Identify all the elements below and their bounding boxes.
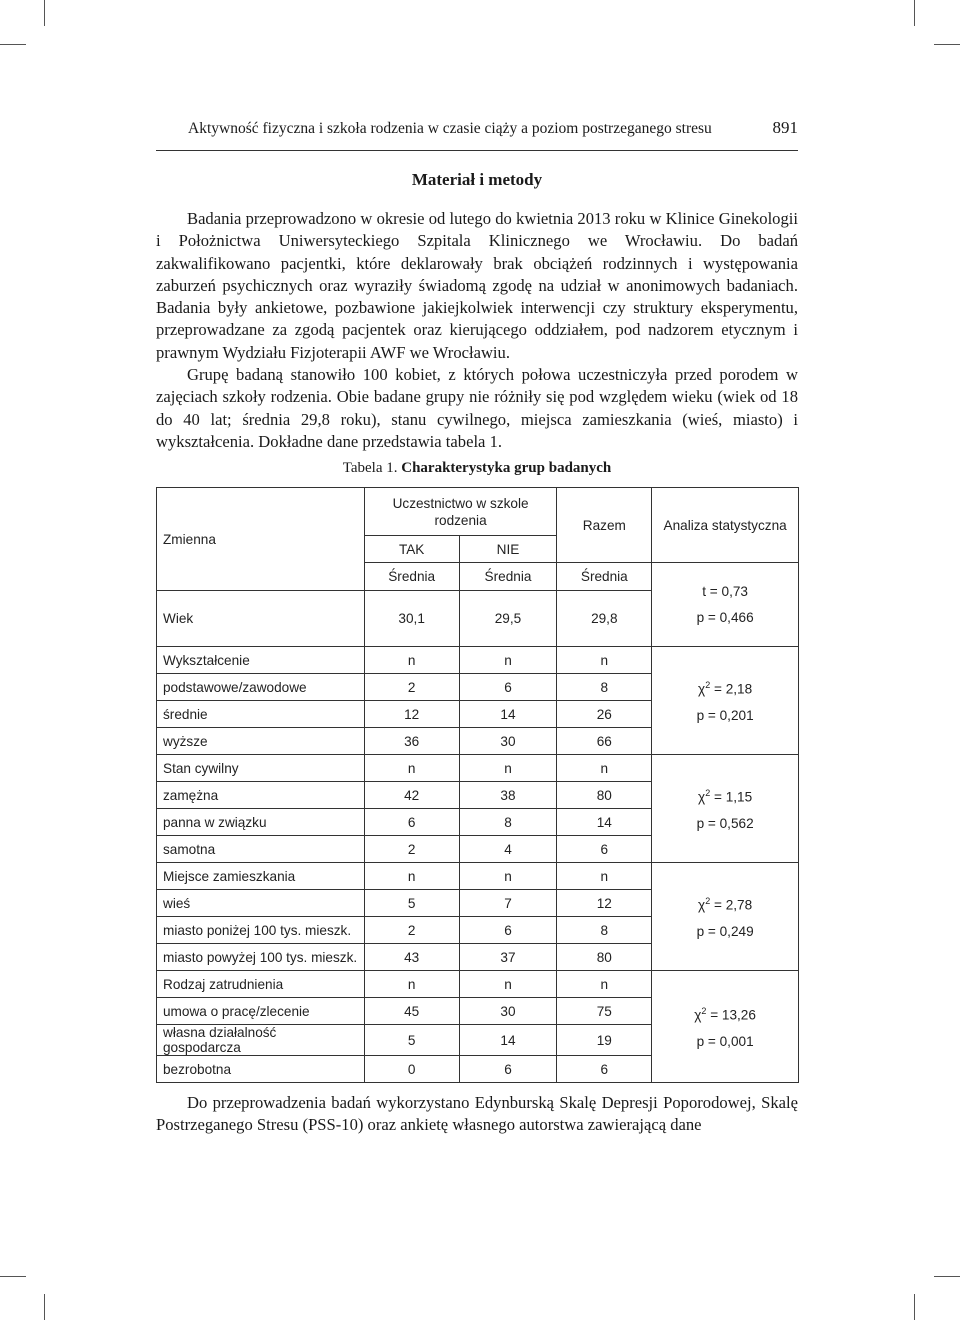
- paragraph: Badania przeprowadzono w okresie od lutego do kwietnia 2013 roku w Klinice Ginekologii i Położnictwa Uniwersyteckiego Szpitala Klinicznego we Wrocławiu. Do badań zakwalifikowano pacjentki, które deklarowały brak obciążeń rodzinnych i występowania zaburzeń psychicznych oraz wyraziły świadomą zgodę na udział w anonimowych badaniach. Badania były ankietowe, pozbawione jakiejkolwiek interwencji czy struktury eksperymentu, przeprowadzane za zgodą pacjentek oraz kierującego oddziałem, pod nadzorem etycznym i prawnym Wydziału Fizjoterapii AWF we Wrocławiu.: [156, 209, 798, 362]
- row-label: miasto poniżej 100 tys. mieszk.: [157, 917, 365, 944]
- cell-n: n: [459, 863, 557, 890]
- crop-mark: [934, 1276, 960, 1277]
- row-label: wyższe: [157, 728, 365, 755]
- header-total: Razem: [557, 488, 652, 563]
- row-label: miasto powyżej 100 tys. mieszk.: [157, 944, 365, 971]
- cell-razem: 80: [557, 944, 652, 971]
- cell-nie: 8: [459, 809, 557, 836]
- running-title: Aktywność fizyczna i szkoła rodzenia w czasie ciąży a poziom postrzeganego stresu: [188, 120, 712, 137]
- cell-nie: 30: [459, 998, 557, 1025]
- crop-mark: [44, 0, 45, 26]
- cell-razem: 80: [557, 782, 652, 809]
- row-label: podstawowe/zawodowe: [157, 674, 365, 701]
- row-label: własna działalność gospodarcza: [157, 1025, 365, 1056]
- cell-nie: 4: [459, 836, 557, 863]
- chi-value: = 1,15: [710, 789, 753, 805]
- cell-razem: 6: [557, 1056, 652, 1083]
- crop-mark: [44, 1294, 45, 1320]
- cell-razem: 29,8: [557, 591, 652, 647]
- cell-nie: 14: [459, 1025, 557, 1056]
- crop-mark: [914, 1294, 915, 1320]
- table-group-header: [157, 971, 799, 998]
- cell-nie: 7: [459, 890, 557, 917]
- cell-razem: 26: [557, 701, 652, 728]
- cell-nie: 6: [459, 917, 557, 944]
- cell-razem: 75: [557, 998, 652, 1025]
- stat-chi: [658, 888, 792, 919]
- row-label: samotna: [157, 836, 365, 863]
- cell-nie: 29,5: [459, 591, 557, 647]
- cell-nie: 37: [459, 944, 557, 971]
- cell-nie: 30: [459, 728, 557, 755]
- chi-superscript: 2: [705, 896, 711, 907]
- cell-n: n: [557, 863, 652, 890]
- row-label: zamężna: [157, 782, 365, 809]
- row-label: panna w związku: [157, 809, 365, 836]
- group-label: Miejsce zamieszkania: [157, 863, 365, 890]
- chi-symbol: χ: [698, 681, 706, 697]
- cell-tak: 0: [364, 1056, 459, 1083]
- chi-symbol: χ: [698, 789, 706, 805]
- stat-cell: [652, 863, 799, 971]
- stat-chi: [658, 672, 792, 703]
- cell-tak: 12: [364, 701, 459, 728]
- table-header-row: [157, 488, 799, 536]
- section-title: Materiał i metody: [411, 170, 543, 189]
- cell-razem: 14: [557, 809, 652, 836]
- stat-p: p = 0,249: [696, 923, 754, 939]
- chi-superscript: 2: [701, 1006, 707, 1017]
- stat-chi: [658, 998, 792, 1029]
- header-participation: Uczestnictwo w szkole rodzenia: [364, 488, 557, 536]
- row-label: średnie: [157, 701, 365, 728]
- cell-n: n: [557, 971, 652, 998]
- bottom-paragraph-block: [156, 1092, 798, 1137]
- cell-n: n: [557, 647, 652, 674]
- cell-razem: 12: [557, 890, 652, 917]
- row-label: wieś: [157, 890, 365, 917]
- group-label: Wykształcenie: [157, 647, 365, 674]
- cell-n: n: [557, 755, 652, 782]
- header-yes: TAK: [364, 536, 459, 563]
- stat-cell: [652, 563, 799, 647]
- header-rule: [156, 150, 798, 151]
- running-header: [188, 118, 798, 138]
- chi-value: = 13,26: [706, 1007, 756, 1023]
- stat-p: p = 0,201: [696, 707, 754, 723]
- stat-p: p = 0,001: [696, 1033, 754, 1049]
- row-label: bezrobotna: [157, 1056, 365, 1083]
- cell-tak: 42: [364, 782, 459, 809]
- cell-tak: 45: [364, 998, 459, 1025]
- stat-cell: [652, 755, 799, 863]
- stat-p: p = 0,466: [696, 609, 754, 625]
- chi-value: = 2,78: [710, 897, 753, 913]
- header-mean: Średnia: [557, 563, 652, 591]
- cell-tak: 30,1: [364, 591, 459, 647]
- cell-n: n: [364, 647, 459, 674]
- group-label: Stan cywilny: [157, 755, 365, 782]
- group-label: Rodzaj zatrudnienia: [157, 971, 365, 998]
- stat-chi: [658, 780, 792, 811]
- table-group-header: [157, 863, 799, 890]
- cell-n: n: [459, 755, 557, 782]
- cell-n: n: [364, 755, 459, 782]
- stat-test: t = 0,73: [702, 583, 748, 599]
- chi-symbol: χ: [698, 897, 706, 913]
- cell-tak: 5: [364, 1025, 459, 1056]
- cell-tak: 43: [364, 944, 459, 971]
- crop-mark: [914, 0, 915, 26]
- cell-razem: 8: [557, 674, 652, 701]
- cell-nie: 6: [459, 674, 557, 701]
- cell-razem: 6: [557, 836, 652, 863]
- characteristics-table: [156, 487, 799, 1083]
- cell-tak: 6: [364, 809, 459, 836]
- header-mean: Średnia: [364, 563, 459, 591]
- table-caption-title: Charakterystyka grup badanych: [401, 460, 612, 476]
- chi-superscript: 2: [705, 680, 711, 691]
- crop-mark: [0, 1276, 26, 1277]
- cell-razem: 8: [557, 917, 652, 944]
- paragraph: Do przeprowadzenia badań wykorzystano Edynburską Skalę Depresji Poporodowej, Skalę Postrzeganego Stresu (PSS-10) oraz ankietę własnego autorstwa zawierającą dane: [156, 1093, 798, 1135]
- cell-razem: 66: [557, 728, 652, 755]
- header-stats: Analiza statystyczna: [652, 488, 799, 563]
- chi-value: = 2,18: [710, 681, 753, 697]
- header-variable: Zmienna: [157, 488, 365, 591]
- paragraph: Grupę badaną stanowiło 100 kobiet, z których połowa uczestniczyła przed porodem w zajęciach szkoły rodzenia. Obie badane grupy nie różniły się pod względem wieku (wiek od 18 do 40 lat; średnia 29,8 roku), stanu cywilnego, miejsca zamieszkania (wieś, miasto) i wykształcenia. Dokładne dane przedstawia tabela 1.: [156, 365, 798, 451]
- cell-tak: 5: [364, 890, 459, 917]
- cell-n: n: [459, 647, 557, 674]
- cell-tak: 2: [364, 674, 459, 701]
- chi-symbol: χ: [694, 1007, 702, 1023]
- cell-nie: 38: [459, 782, 557, 809]
- table-group-header: [157, 647, 799, 674]
- stat-p: p = 0,562: [696, 815, 754, 831]
- cell-nie: 14: [459, 701, 557, 728]
- page-number: 891: [772, 118, 798, 137]
- crop-mark: [0, 44, 26, 45]
- header-no: NIE: [459, 536, 557, 563]
- cell-tak: 2: [364, 917, 459, 944]
- cell-n: n: [364, 863, 459, 890]
- cell-n: n: [364, 971, 459, 998]
- cell-n: n: [459, 971, 557, 998]
- table-caption: [156, 460, 798, 477]
- methods-paragraphs: [156, 208, 798, 453]
- stat-cell: [652, 971, 799, 1083]
- header-mean: Średnia: [459, 563, 557, 591]
- table-caption-prefix: Tabela 1.: [342, 460, 398, 476]
- cell-nie: 6: [459, 1056, 557, 1083]
- crop-mark: [934, 44, 960, 45]
- row-label: Wiek: [157, 591, 365, 647]
- row-label: umowa o pracę/zlecenie: [157, 998, 365, 1025]
- stat-cell: [652, 647, 799, 755]
- table-group-header: [157, 755, 799, 782]
- cell-tak: 36: [364, 728, 459, 755]
- cell-tak: 2: [364, 836, 459, 863]
- cell-razem: 19: [557, 1025, 652, 1056]
- chi-superscript: 2: [705, 788, 711, 799]
